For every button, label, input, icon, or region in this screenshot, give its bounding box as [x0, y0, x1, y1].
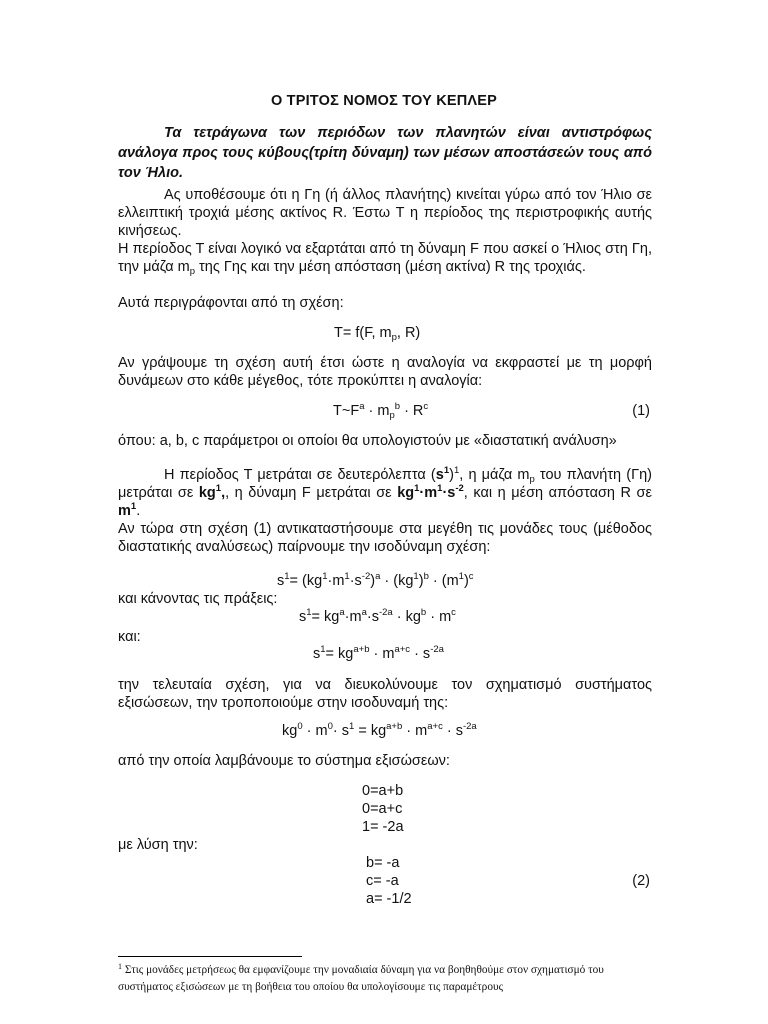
law-statement: Τα τετράγωνα των περιόδων των πλανητών είναι αντιστρόφως ανάλογα προς τους κύβους(τρίτη δύναμη) των μέσων αποστάσεών τους από τον Ήλιο. — [118, 125, 652, 181]
paragraph-operations: και κάνοντας τις πράξεις: — [118, 591, 278, 607]
footnote: $^1$ Στις μονάδες μετρήσεως θα εμφανίζουμε την μοναδιαία δύναμη για να βοηθηθούμε στον σχηματισμό του συστήματος εξισώσεων με τη βοήθεια του οποίου θα υπολογίσουμε τις παραμέτρους — [118, 962, 604, 993]
paragraph-system-prep: την τελευταία σχέση, για να διευκολύνουμε τον σχηματισμό συστήματος εξισώσεων, την τροποποιούμε στην ισοδυναμή της: — [118, 677, 652, 711]
equation-function: T= f(F, $m_p$, R) — [334, 325, 421, 343]
equation-5: $kg^0 \cdot m^0\cdot s^1 = kg^{a+b} \cdot m^{a+c} \cdot s^{-2a}$ — [282, 721, 477, 739]
equation-2-number: (2) — [632, 873, 650, 889]
system-eq-2: 0=a+c — [362, 801, 403, 817]
footnote-separator — [118, 956, 302, 957]
equation-2: $s^1= (kg^1\cdot m^1\cdot s^{-2})^a \cdot (kg^1)^b \cdot (m^1)^c$ — [277, 571, 474, 589]
system-eq-1: 0=a+b — [362, 783, 404, 799]
solution-c: c= -a — [366, 873, 399, 889]
paragraph-dependence: Η περίοδος Τ είναι λογικό να εξαρτάται από τη δύναμη F που ασκεί ο Ήλιος στη Γη, την μάζα $m_p$ της Γης και την μέση απόσταση (μέση ακτίνα) R της τροχιάς. — [118, 241, 652, 277]
equation-4: $s^1= kg^{a+b} \cdot m^{a+c} \cdot s^{-2a}$ — [313, 644, 444, 662]
footnote-ref: 1 — [453, 465, 460, 476]
equation-1: $T\sim F^a \cdot m_p^b \cdot R^c$ — [333, 401, 429, 421]
paragraph-assumption: Ας υποθέσουμε ότι η Γη (ή άλλος πλανήτης) κινείται γύρω από τον Ήλιο σε ελλειπτική τροχιά μέσης ακτίνος R. Έστω Τ η περίοδος της περιστροφικής αυτής κινήσεως. — [118, 187, 652, 239]
equation-1-number: (1) — [632, 403, 650, 419]
paragraph-system-intro: από την οποία λαμβάνουμε το σύστημα εξισώσεων: — [118, 753, 450, 769]
paragraph-proportion: Αν γράψουμε τη σχέση αυτή έτσι ώστε η αναλογία να εκφραστεί με τη μορφή δυνάμεων στο κάθε μέγεθος, τότε προκύπτει η αναλογία: — [118, 355, 652, 389]
paragraph-substitution: Αν τώρα στη σχέση (1) αντικαταστήσουμε στα μεγέθη τις μονάδες τους (μέθοδος διαστατικής αναλύσεως) παίρνουμε την ισοδύναμη σχέση: — [118, 521, 652, 555]
solution-b: b= -a — [366, 855, 400, 871]
paragraph-parameters: όπου: a, b, c παράμετροι οι οποίοι θα υπολογιστούν με «διαστατική ανάλυση» — [118, 433, 617, 449]
page-title: Ο ΤΡΙΤΟΣ ΝΟΜΟΣ ΤΟΥ ΚΕΠΛΕΡ — [270, 93, 498, 109]
paragraph-and: και: — [118, 629, 141, 645]
system-eq-3: 1= -2a — [362, 819, 404, 835]
paragraph-units: Η περίοδος Τ μετράται σε δευτερόλεπτα $(s^1)^1$, η μάζα $m_p$ του πλανήτη (Γη) μετράται σε $kg^1$,, η δύναμη F μετράται σε $kg^1\cdot m^1\cdot s^{-2}$, και η μέση απόσταση R σε $m^1$. — [118, 465, 652, 519]
equation-3: $s^1= kg^a\cdot m^a\cdot s^{-2a} \cdot kg^b \cdot m^c$ — [299, 607, 456, 625]
paragraph-solution-intro: με λύση την: — [118, 837, 198, 853]
paragraph-relation-intro: Αυτά περιγράφονται από τη σχέση: — [118, 295, 344, 311]
solution-a: a= -1/2 — [366, 891, 412, 907]
